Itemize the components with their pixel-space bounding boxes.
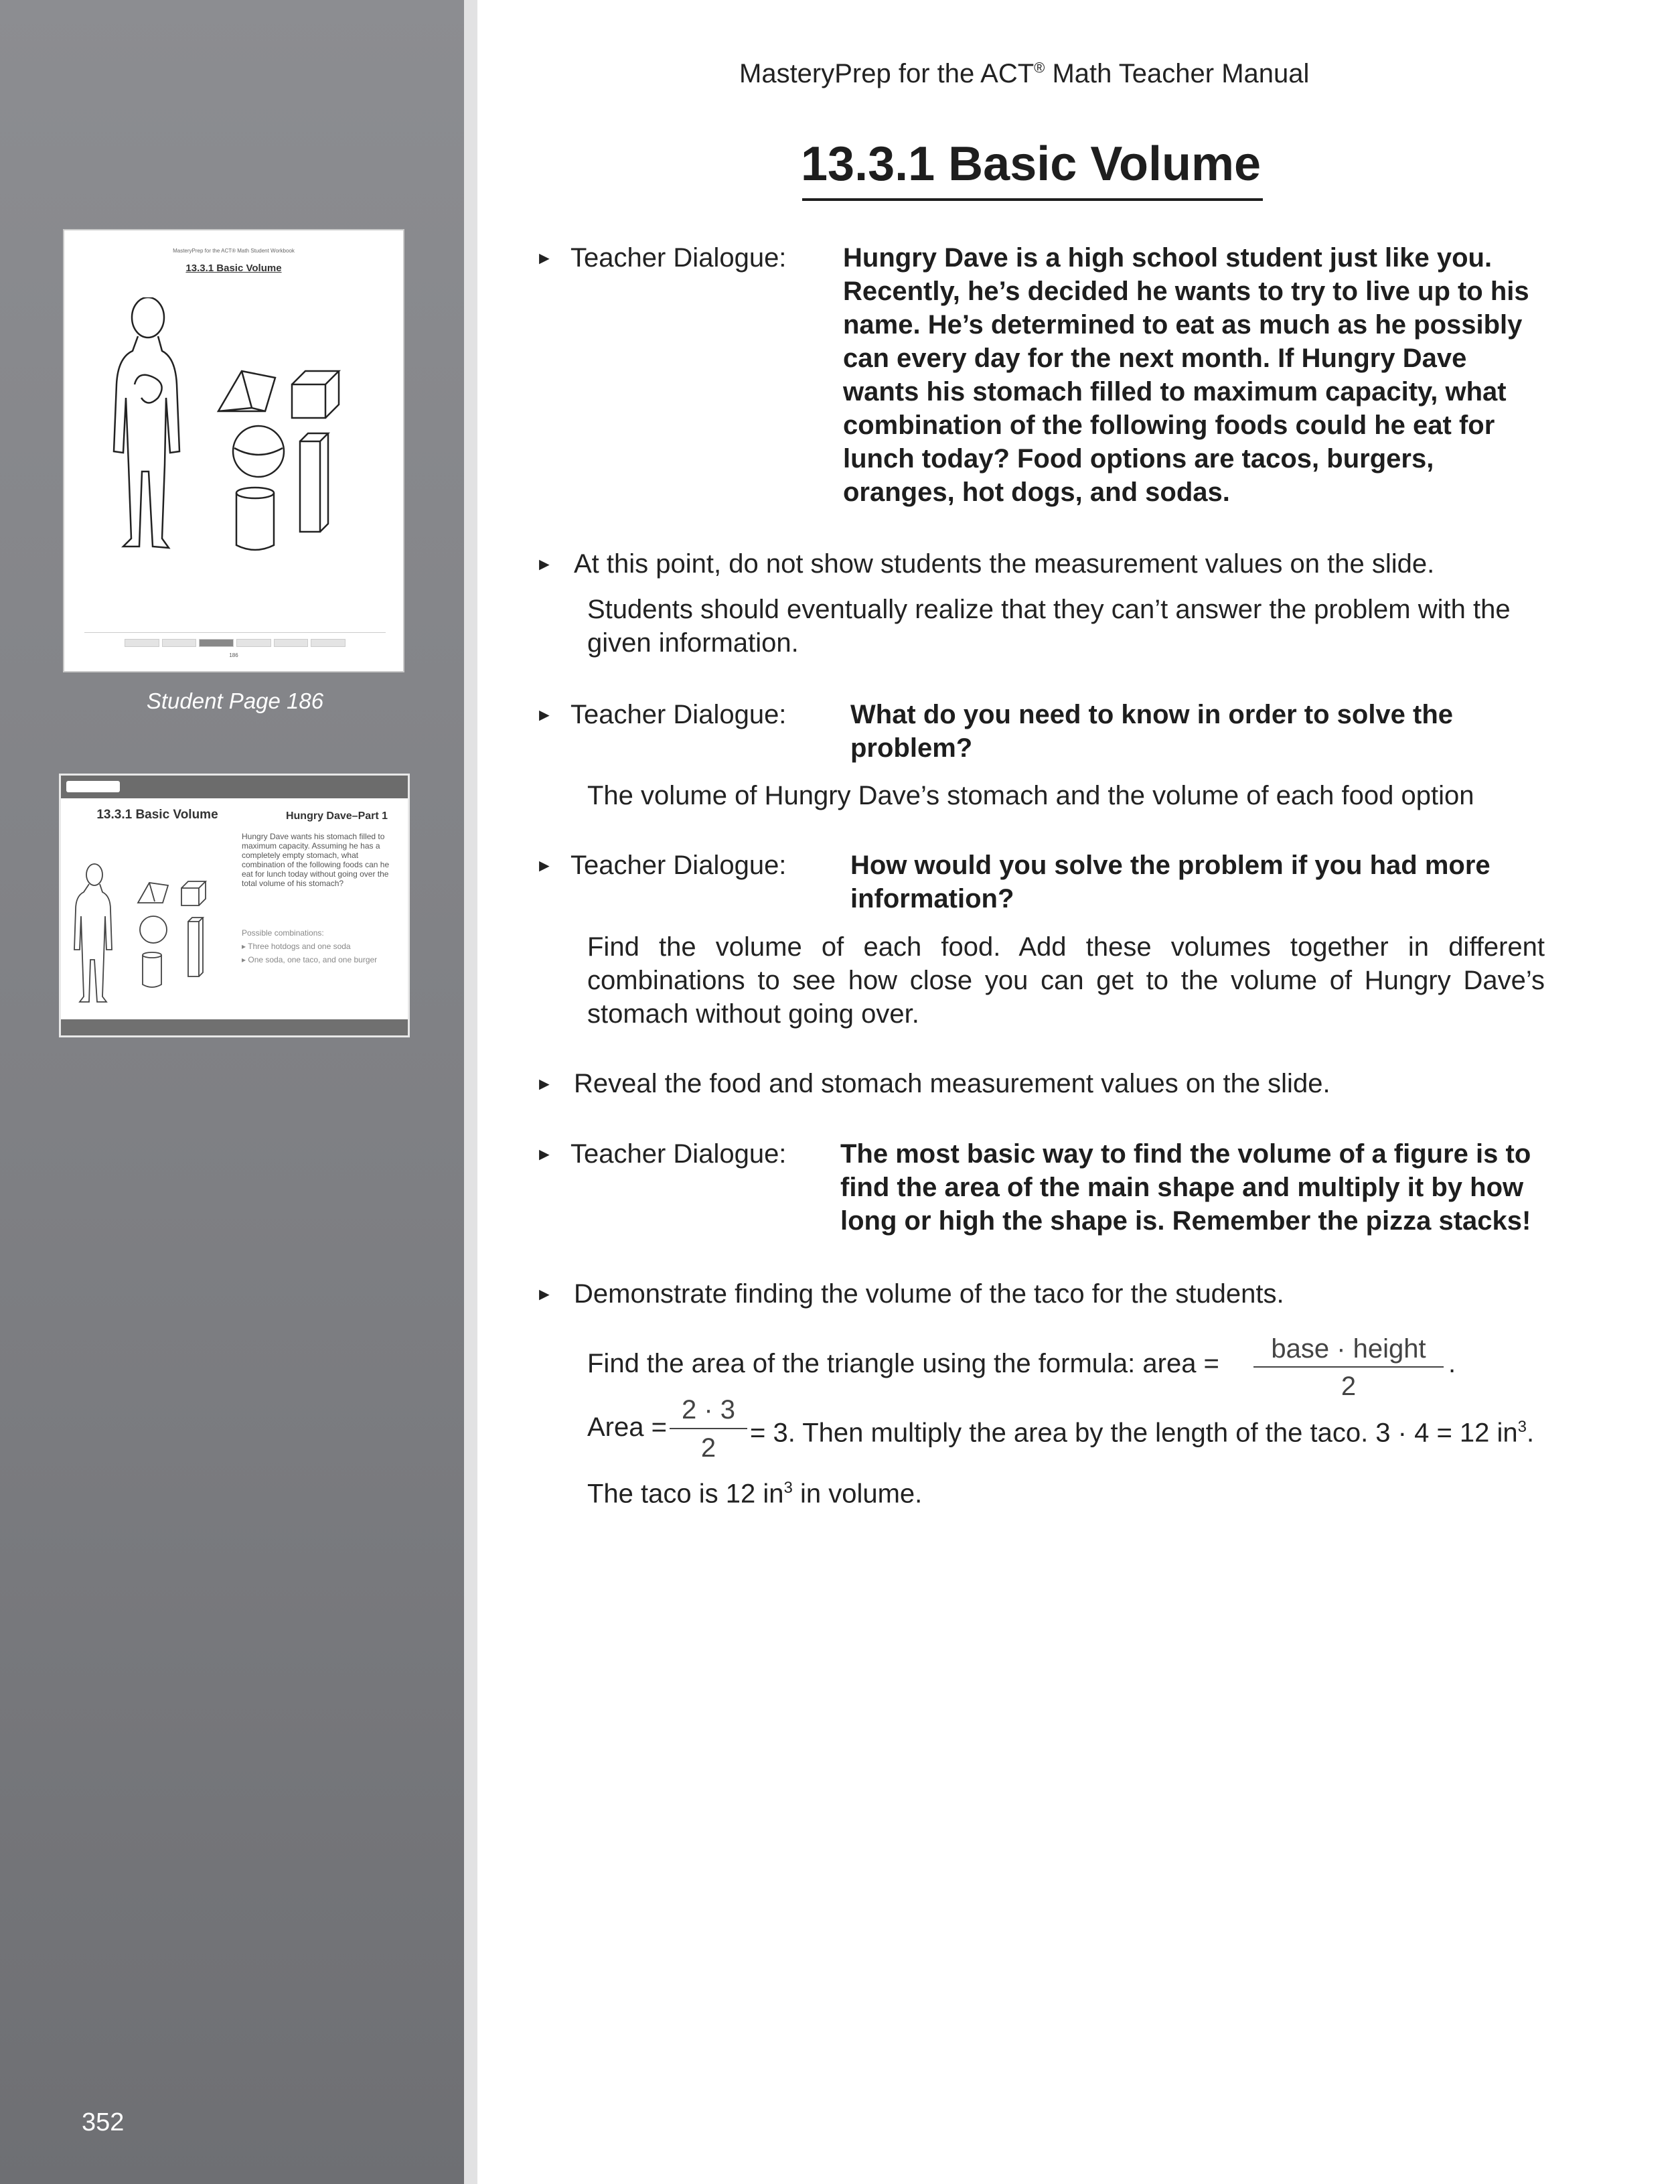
thumb-header: MasteryPrep for the ACT® Math Student Workbook [173,248,295,254]
instruction-2: At this point, do not show students the measurement values on the slide. [574,549,1435,579]
slide-illustration [68,863,242,1017]
manual-header [739,59,1309,89]
bullet-icon: ► [536,855,553,875]
teacher-dialogue-3: What do you need to know in order to solve the problem? [850,700,1454,763]
sidebar-edge [464,0,477,2184]
bullet-icon: ► [536,705,553,725]
slide-right-text: Hungry Dave wants his stomach filled to maximum capacity. Assuming he has a completely empty stomach, what combination of the following foods can he eat for lunch today without going over the total volume of his stomach? [242,832,390,888]
fraction-bar [1253,1366,1444,1368]
masteryprep-logo [66,781,120,792]
dialogue-label: Teacher Dialogue: [570,1139,787,1169]
slide-right-title: Hungry Dave–Part 1 [285,810,388,822]
manual-header-rest: Math Teacher Manual [1045,59,1310,88]
section-title: 13.3.1 Basic Volume [801,137,1262,191]
student-page-caption: Student Page 186 [146,688,324,713]
answer-3: The volume of Hungry Dave’s stomach and the volume of each food option [587,781,1474,810]
formula-line-2-main: = 3. Then multiply the area by the length of the taco. 3 · 4 = 12 in [750,1418,1518,1448]
thumb-page-number: 186 [229,652,238,658]
fraction-bar [670,1428,747,1429]
slide-top-bar [61,776,408,798]
dialogue-label: Teacher Dialogue: [570,700,787,729]
fraction-denominator: 2 [700,1433,716,1463]
page-number: 352 [82,2108,125,2136]
fraction-numerator: 2 · 3 [681,1395,736,1425]
formula-line-2-rest [750,1410,1534,1449]
thumb-nav [125,639,346,647]
formula-line-2-end: . [1527,1418,1535,1448]
bullet-icon: ► [536,1074,553,1094]
slide-possible-label: Possible combinations: [242,928,324,938]
instruction-7: Demonstrate finding the volume of the taco for the students. [574,1279,1284,1309]
teacher-dialogue-6: The most basic way to find the volume of a figure is to find the area of the main shape and multiply it by how long or high the shape is. Remember the pizza stacks! [840,1139,1531,1236]
instruction-5: Reveal the food and stomach measurement values on the slide. [574,1069,1330,1098]
thumb-rule [84,632,386,633]
fraction-denominator: 2 [1341,1372,1357,1401]
bullet-icon: ► [536,554,553,574]
answer-4: Find the volume of each food. Add these volumes together in different combinations to see how close you can get to the volume of Hungry Dave’s stomach without going over. [587,932,1545,1029]
dialogue-label: Teacher Dialogue: [570,243,787,273]
slide-thumbnail [59,774,410,1037]
thumb-title: 13.3.1 Basic Volume [185,263,282,274]
thumb-illustration [104,297,372,605]
manual-header-main: MasteryPrep for the ACT [739,59,1035,88]
instruction-2-detail: Students should eventually realize that they can’t answer the problem with the given information. [587,595,1511,658]
superscript: 3 [1517,1418,1527,1436]
section-title-underline [802,198,1263,201]
teacher-dialogue-1: Hungry Dave is a high school student just like you. Recently, he’s decided he wants to try to live up to his name. He’s determined to eat as much as he possibly can every day for the next month. If Hungry Dave wants his stomach filled to maximum capacity, what combination of the following foods could he eat for lunch today? Food options are tacos, burgers, oranges, hot dogs, and sodas. [843,243,1529,507]
dialogue-label: Teacher Dialogue: [570,851,787,880]
formula-line-3-end: in volume. [792,1479,923,1509]
slide-bottom-bar [61,1019,408,1035]
fraction-numerator: base · height [1271,1334,1426,1364]
slide-left-title: 13.3.1 Basic Volume [96,808,218,822]
superscript: 3 [783,1479,793,1497]
formula-line-3 [587,1471,922,1510]
student-page-thumbnail [63,229,404,672]
bullet-icon: ► [536,248,553,268]
formula-line-2-text: Area = [587,1412,667,1442]
slide-bullet: ▸ One soda, one taco, and one burger [242,955,378,964]
slide-bullet: ▸ Three hotdogs and one soda [242,942,351,951]
formula-line-1-text: Find the area of the triangle using the formula: area = [587,1349,1219,1378]
bullet-icon: ► [536,1284,553,1304]
registered-mark: ® [1034,59,1045,76]
formula-line-3-main: The taco is 12 in [587,1479,784,1509]
formula-line-1-end: . [1448,1349,1456,1378]
teacher-dialogue-4: How would you solve the problem if you had more information? [850,851,1491,914]
bullet-icon: ► [536,1144,553,1164]
